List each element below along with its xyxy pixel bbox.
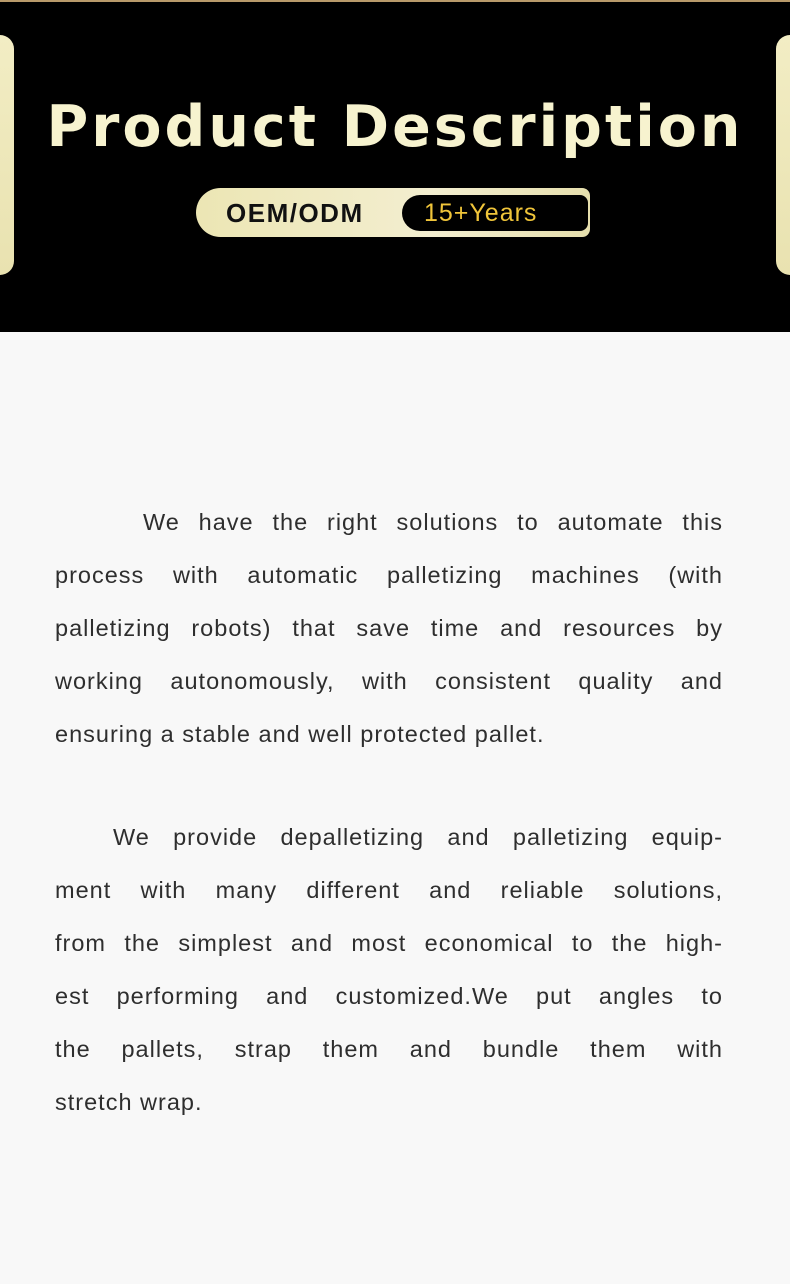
text-line: est performing and customized.We put angles to [55,983,723,1009]
paragraph-2 [55,811,723,1129]
text-line: stretch wrap. [55,1089,203,1115]
text-line: process with automatic palletizing machines (with [55,562,723,588]
badge-oem-label: OEM/ODM [226,198,364,228]
page-title: Product Description [46,94,744,160]
text-line: working autonomously, with consistent quality and [55,668,723,694]
text-line: ensuring a stable and well protected pallet. [55,721,545,747]
text-line: We have the right solutions to automate this [143,509,723,535]
text-line: the pallets, strap them and bundle them with [55,1036,723,1062]
text-line: from the simplest and most economical to the high- [55,930,723,956]
header-banner [0,0,790,332]
paragraph-1 [55,496,723,761]
oem-badge [196,188,590,237]
text-line: palletizing robots) that save time and resources by [55,615,723,641]
text-line: ment with many different and reliable solutions, [55,877,723,903]
badge-years-label: 15+Years [402,195,588,231]
text-line: We provide depalletizing and palletizing equip- [113,824,723,850]
